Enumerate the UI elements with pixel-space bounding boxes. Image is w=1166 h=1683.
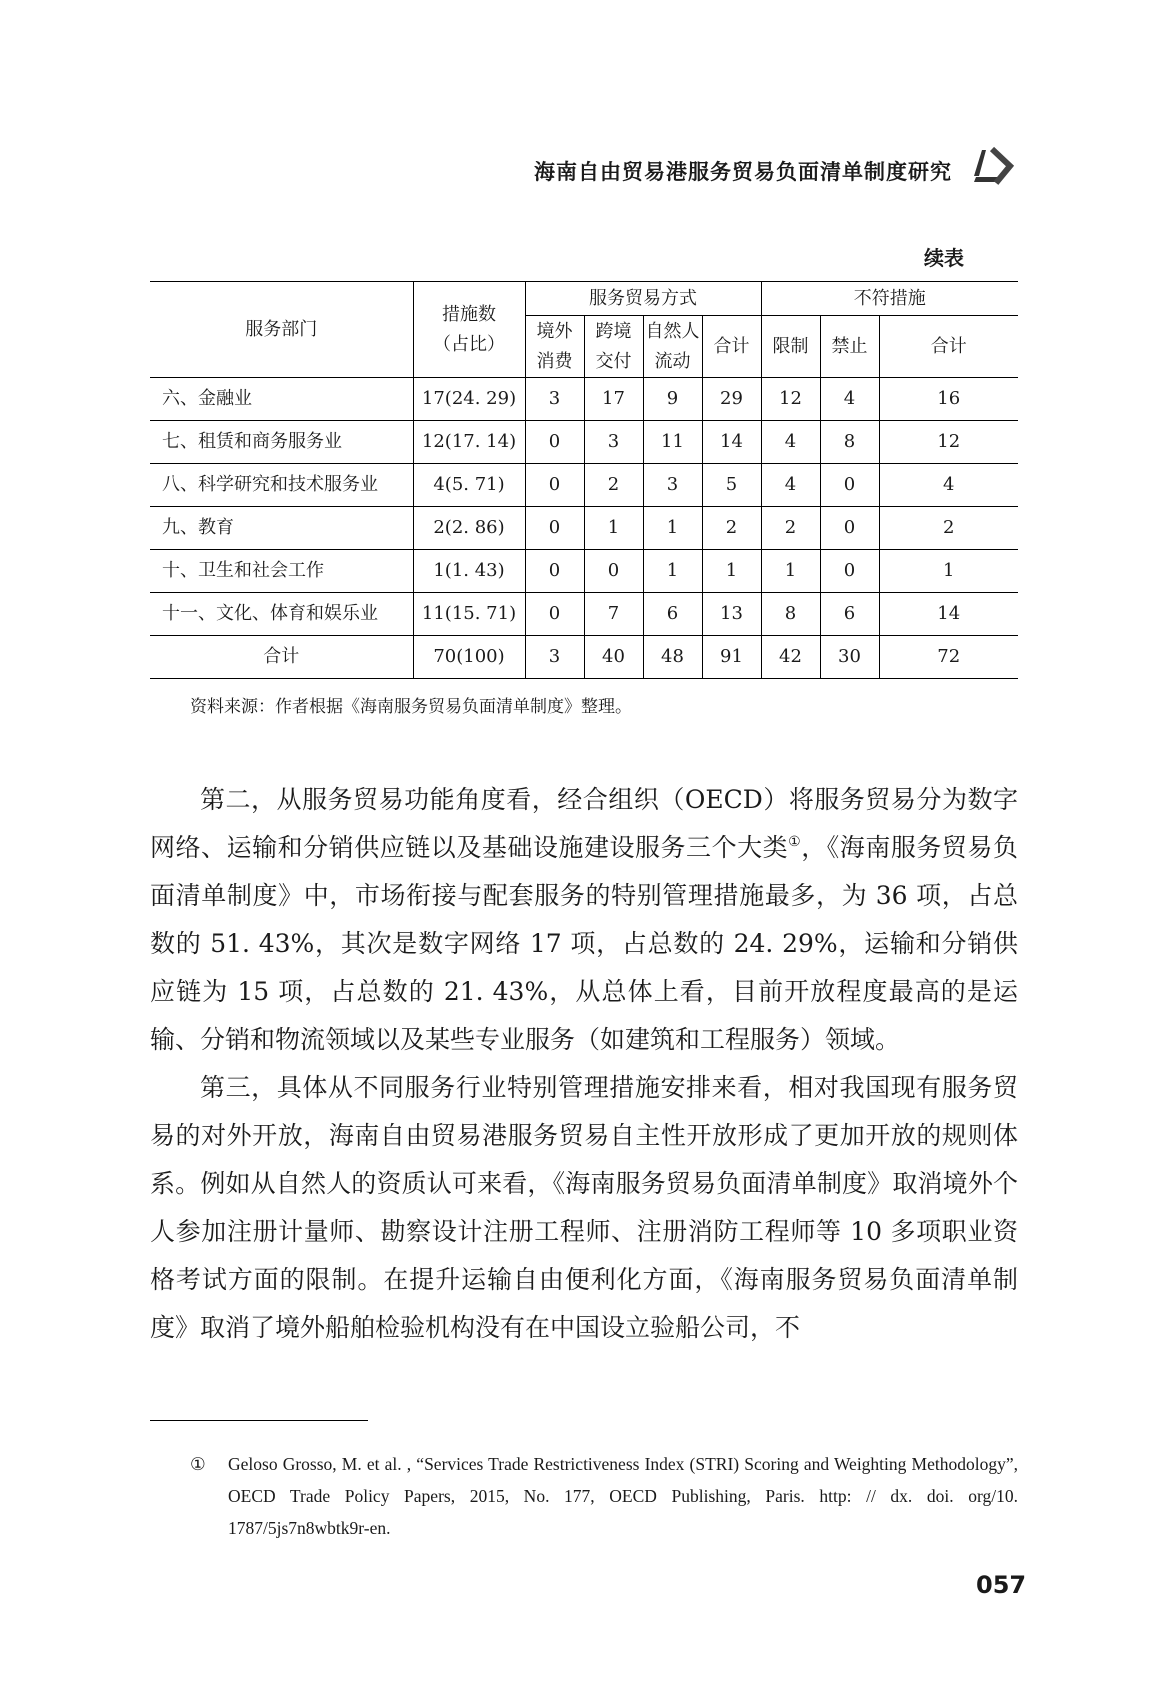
paragraph-text: 第二，从服务贸易功能角度看，经合组织（OECD）将服务贸易分为数字网络、运输和分销供应链以及基础设施建设服务三个大类	[150, 785, 1018, 862]
header-line: 交付	[595, 350, 632, 372]
cell-value: 91	[702, 636, 761, 679]
cell-measures: 1(1. 43)	[413, 550, 525, 593]
table-row	[150, 507, 1018, 550]
cell-value: 14	[879, 593, 1018, 636]
cell-value: 0	[525, 464, 584, 507]
cell-sector: 六、金融业	[150, 378, 413, 421]
cell-measures: 4(5. 71)	[413, 464, 525, 507]
cell-value: 4	[761, 464, 820, 507]
header-measures-line1: 措施数	[442, 303, 496, 325]
cell-value: 0	[820, 464, 879, 507]
cell-value: 5	[702, 464, 761, 507]
header-sector: 服务部门	[150, 282, 413, 378]
cell-value: 0	[525, 593, 584, 636]
cell-value: 1	[643, 507, 702, 550]
cell-value: 17	[584, 378, 643, 421]
header-restriction: 限制	[761, 316, 820, 378]
cell-value: 3	[584, 421, 643, 464]
cell-value: 29	[702, 378, 761, 421]
header-consumption-abroad	[525, 316, 584, 378]
header-line: 消费	[536, 350, 573, 372]
cell-value: 8	[820, 421, 879, 464]
footnote	[190, 1448, 1018, 1544]
footnote-divider	[150, 1420, 368, 1421]
cell-value: 2	[879, 507, 1018, 550]
footnote-reference[interactable]: ①	[788, 834, 802, 850]
cell-sector: 九、教育	[150, 507, 413, 550]
cell-value: 4	[820, 378, 879, 421]
cell-value: 1	[584, 507, 643, 550]
cell-sector: 七、租赁和商务服务业	[150, 421, 413, 464]
header-line: 境外	[536, 320, 573, 342]
table-row	[150, 550, 1018, 593]
cell-value: 48	[643, 636, 702, 679]
cell-sector-total: 合计	[150, 636, 413, 679]
cell-value: 0	[525, 507, 584, 550]
paragraph-text: ，《海南服务贸易负面清单制度》中，市场衔接与配套服务的特别管理措施最多，为 36 项，占总数的 51. 43%，其次是数字网络 17 项，占总数的 24. 29%，运输和分销供应链为 15 项，占总数的 21. 43%，从总体上看，目前开放程度最高的是运输、分销和物流领域以及某些专业服务（如建筑和工程服务）领域。	[150, 833, 1018, 1054]
cell-value: 13	[702, 593, 761, 636]
cell-value: 2	[702, 507, 761, 550]
cell-sector: 八、科学研究和技术服务业	[150, 464, 413, 507]
cell-sector: 十、卫生和社会工作	[150, 550, 413, 593]
header-line: 跨境	[595, 320, 632, 342]
cell-measures: 12(17. 14)	[413, 421, 525, 464]
cell-value: 1	[702, 550, 761, 593]
cell-value: 7	[584, 593, 643, 636]
cell-value: 9	[643, 378, 702, 421]
cell-value: 11	[643, 421, 702, 464]
paragraph-3: 第三，具体从不同服务行业特别管理措施安排来看，相对我国现有服务贸易的对外开放，海南自由贸易港服务贸易自主性开放形成了更加开放的规则体系。例如从自然人的资质认可来看，《海南服务贸易负面清单制度》取消境外个人参加注册计量师、勘察设计注册工程师、注册消防工程师等 10 多项职业资格考试方面的限制。在提升运输自由便利化方面，《海南服务贸易负面清单制度》取消了境外船舶检验机构没有在中国设立验船公司，不	[150, 1073, 1018, 1342]
cell-value: 8	[761, 593, 820, 636]
cell-value: 3	[525, 636, 584, 679]
table-header-row	[150, 282, 1018, 316]
header-prohibition: 禁止	[820, 316, 879, 378]
table-row	[150, 378, 1018, 421]
header-line: 自然人	[645, 320, 700, 342]
cell-value: 12	[879, 421, 1018, 464]
cell-value: 0	[525, 421, 584, 464]
cell-value: 40	[584, 636, 643, 679]
cell-value: 0	[820, 507, 879, 550]
header-cross-border-supply	[584, 316, 643, 378]
header-nonconforming-total: 合计	[879, 316, 1018, 378]
cell-value: 2	[584, 464, 643, 507]
footnote-text: Geloso Grosso, M. et al. , “Services Trade Restrictiveness Index (STRI) Scoring and Weighting Methodology”, OECD Trade Policy Papers, 2015, No. 177, OECD Publishing, Paris. http: // dx. doi. org/10. 1787/5js7n8wbtk9r-en.	[228, 1454, 1018, 1538]
cell-value: 4	[879, 464, 1018, 507]
cell-value: 1	[879, 550, 1018, 593]
cell-measures: 11(15. 71)	[413, 593, 525, 636]
cell-measures: 70(100)	[413, 636, 525, 679]
service-sector-table	[150, 281, 1018, 679]
cell-measures: 17(24. 29)	[413, 378, 525, 421]
header-movement-natural-persons	[643, 316, 702, 378]
footnote-marker: ①	[190, 1454, 206, 1474]
cell-value: 3	[525, 378, 584, 421]
header-measures	[413, 282, 525, 378]
table-row	[150, 593, 1018, 636]
cell-value: 12	[761, 378, 820, 421]
table-row	[150, 421, 1018, 464]
cell-value: 1	[761, 550, 820, 593]
running-header-title: 海南自由贸易港服务贸易负面清单制度研究	[534, 160, 952, 184]
cell-value: 6	[820, 593, 879, 636]
cell-value: 2	[761, 507, 820, 550]
page-number: 057	[976, 1571, 1027, 1599]
header-group-nonconforming: 不符措施	[761, 282, 1018, 316]
paragraph-2	[150, 776, 1018, 1064]
cell-sector: 十一、文化、体育和娱乐业	[150, 593, 413, 636]
table-total-row	[150, 636, 1018, 679]
cell-value: 1	[643, 550, 702, 593]
cell-value: 30	[820, 636, 879, 679]
header-line: 流动	[654, 350, 691, 372]
table-row	[150, 464, 1018, 507]
header-group-trade-mode: 服务贸易方式	[525, 282, 761, 316]
table-source-note: 资料来源：作者根据《海南服务贸易负面清单制度》整理。	[190, 697, 632, 717]
cell-value: 6	[643, 593, 702, 636]
cell-value: 0	[584, 550, 643, 593]
table-continued-label: 续表	[924, 246, 964, 270]
cell-value: 14	[702, 421, 761, 464]
chapter-arrow-icon	[972, 146, 1020, 186]
cell-value: 0	[525, 550, 584, 593]
cell-value: 0	[820, 550, 879, 593]
cell-value: 16	[879, 378, 1018, 421]
header-mode-total: 合计	[702, 316, 761, 378]
cell-value: 4	[761, 421, 820, 464]
body-text	[150, 776, 1018, 1352]
cell-measures: 2(2. 86)	[413, 507, 525, 550]
header-measures-line2: （占比）	[433, 333, 505, 355]
cell-value: 72	[879, 636, 1018, 679]
cell-value: 3	[643, 464, 702, 507]
cell-value: 42	[761, 636, 820, 679]
